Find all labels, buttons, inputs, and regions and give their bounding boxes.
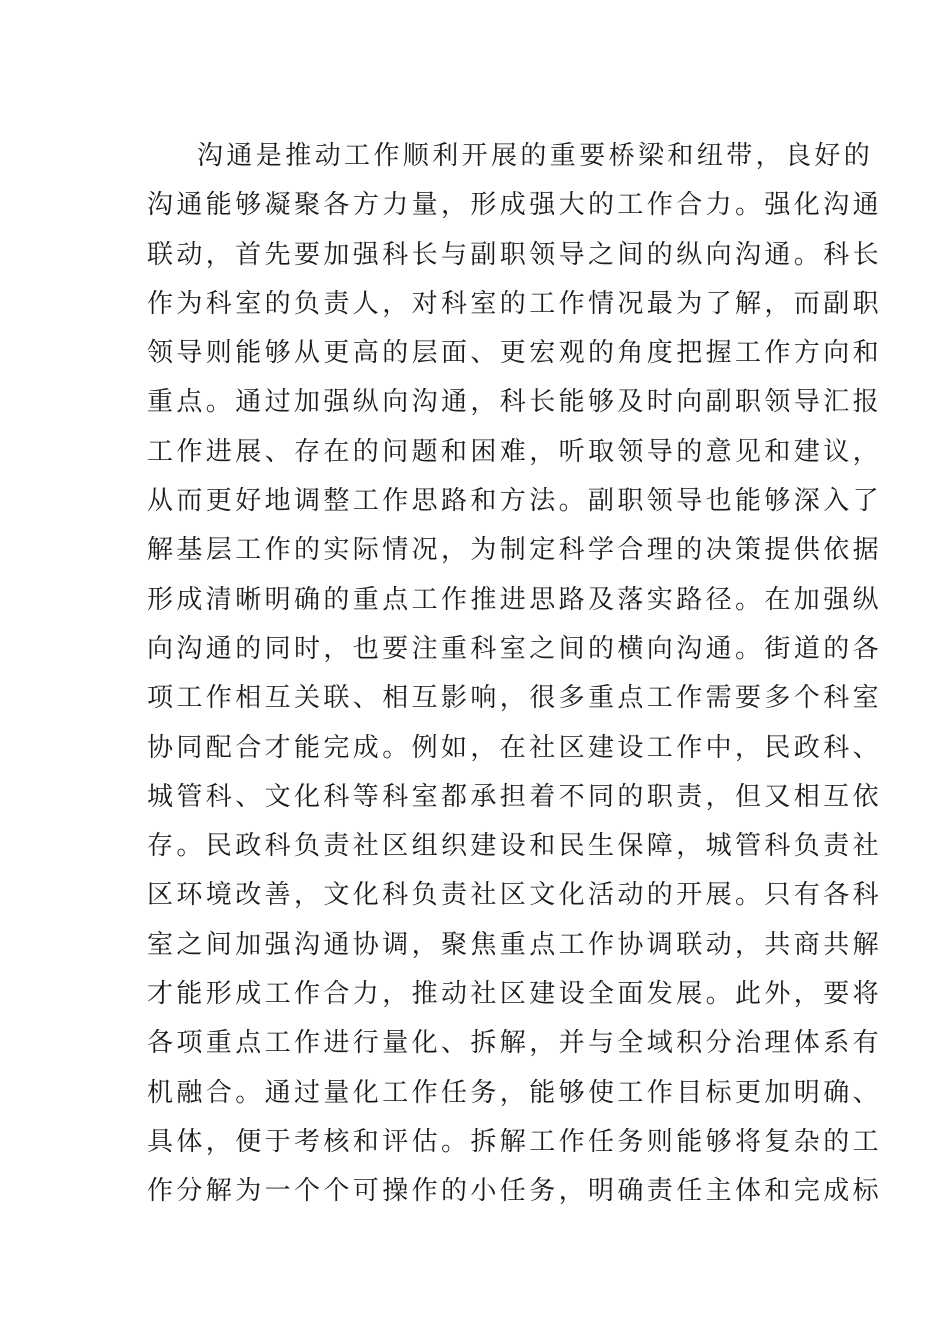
text-line: 城管科、文化科等科室都承担着不同的职责，但又相互依: [147, 781, 883, 812]
text-line: 联动，首先要加强科长与副职领导之间的纵向沟通。科长: [147, 239, 883, 270]
text-line: 作为科室的负责人，对科室的工作情况最为了解，而副职: [147, 288, 883, 319]
text-line: 重点。通过加强纵向沟通，科长能够及时向副职领导汇报: [147, 387, 883, 418]
text-line: 协同配合才能完成。例如，在社区建设工作中，民政科、: [147, 732, 883, 763]
text-line: 从而更好地调整工作思路和方法。副职领导也能够深入了: [147, 486, 883, 517]
text-line: 才能形成工作合力，推动社区建设全面发展。此外，要将: [147, 979, 883, 1010]
text-line: 存。民政科负责社区组织建设和民生保障，城管科负责社: [147, 831, 883, 862]
text-line: 项工作相互关联、相互影响，很多重点工作需要多个科室: [147, 683, 883, 714]
text-line: 作分解为一个个可操作的小任务，明确责任主体和完成标: [147, 1176, 883, 1207]
text-line: 室之间加强沟通协调，聚焦重点工作协调联动，共商共解: [147, 929, 883, 960]
text-line: 向沟通的同时，也要注重科室之间的横向沟通。街道的各: [147, 633, 883, 664]
text-line: 具体，便于考核和评估。拆解工作任务则能够将复杂的工: [147, 1126, 883, 1157]
body-paragraph: [147, 132, 883, 1217]
text-line: 沟通是推动工作顺利开展的重要桥梁和纽带，良好的: [197, 141, 874, 171]
text-line: 解基层工作的实际情况，为制定科学合理的决策提供依据: [147, 535, 883, 566]
text-line: 区环境改善，文化科负责社区文化活动的开展。只有各科: [147, 880, 883, 911]
text-line: 各项重点工作进行量化、拆解，并与全域积分治理体系有: [147, 1028, 883, 1059]
text-line: 领导则能够从更高的层面、更宏观的角度把握工作方向和: [147, 338, 883, 369]
text-line: 机融合。通过量化工作任务，能够使工作目标更加明确、: [147, 1077, 883, 1108]
text-line: 形成清晰明确的重点工作推进思路及落实路径。在加强纵: [147, 584, 883, 615]
text-line: 工作进展、存在的问题和困难，听取领导的意见和建议，: [147, 436, 883, 467]
text-line: 沟通能够凝聚各方力量，形成强大的工作合力。强化沟通: [147, 190, 883, 221]
